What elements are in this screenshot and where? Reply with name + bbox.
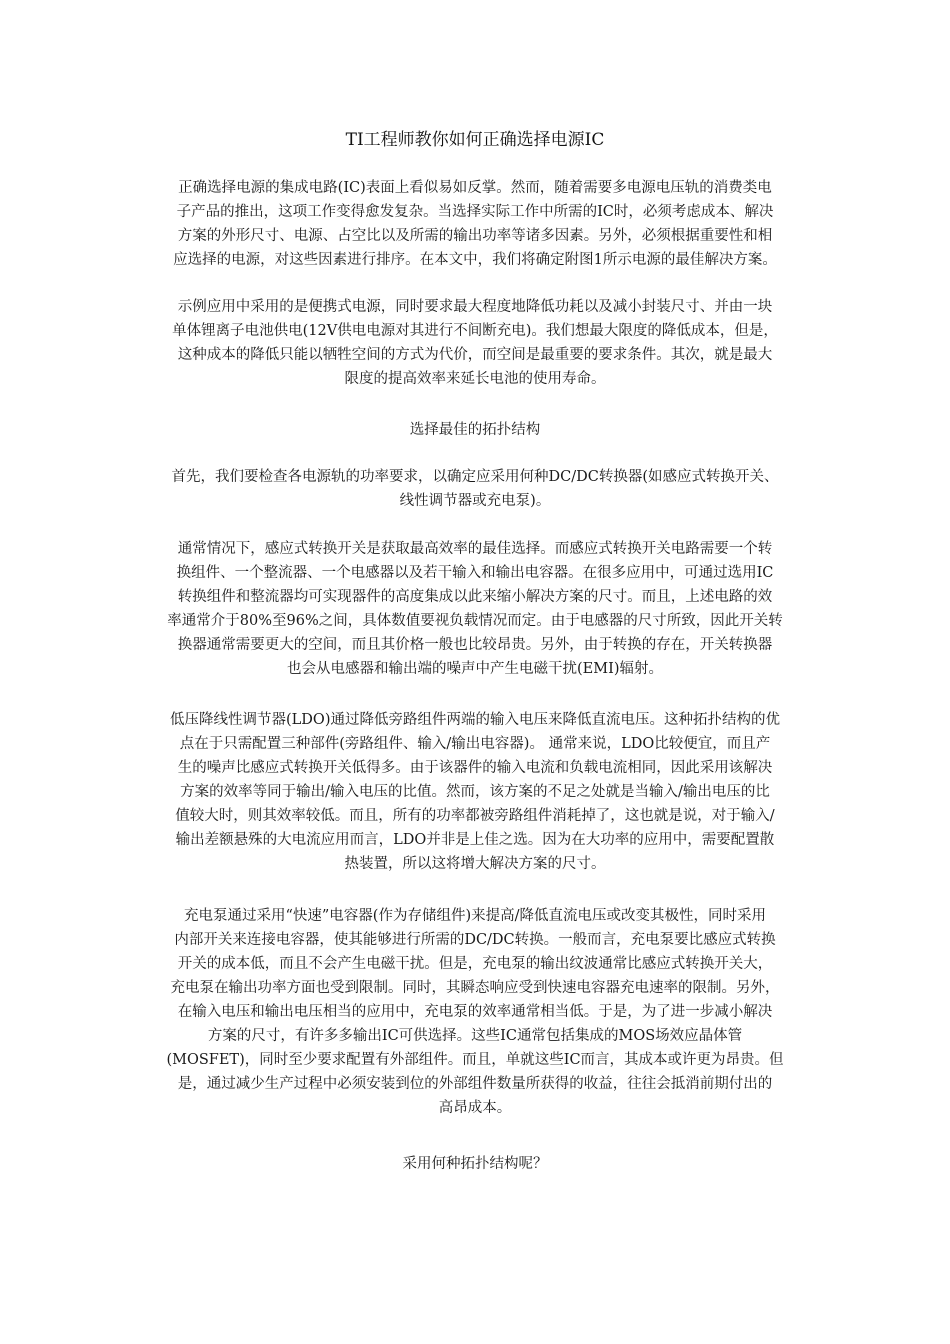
text-line: 热装置，所以这将增大解决方案的尺寸。	[344, 856, 606, 872]
text-line: 高昂成本。	[438, 1100, 512, 1116]
text-line: 率通常介于80%至96%之间，具体数值要视负载情况而定。由于电感器的尺寸所致，因此开关转	[167, 613, 783, 629]
paragraph-example-application	[142, 295, 808, 391]
text-line: 方案的外形尺寸、电源、占空比以及所需的输出功率等诸多因素。另外，必须根据重要性和相	[177, 228, 773, 244]
paragraph-charge-pump	[142, 904, 808, 1120]
paragraph-power-requirements	[142, 465, 808, 513]
text-line: 值较大时，则其效率较低。而且，所有的功率都被旁路组件消耗掉了，这也就是说，对于输入/	[175, 808, 775, 824]
text-line: 单体锂离子电池供电(12V供电电源对其进行不间断充电)。我们想最大限度的降低成本，但是，	[172, 323, 778, 339]
text-line: 首先，我们要检查各电源轨的功率要求，以确定应采用何种DC/DC转换器(如感应式转换开关、	[171, 469, 779, 485]
text-line: 充电泵在输出功率方面也受到限制。同时，其瞬态响应受到快速电容器充电速率的限制。另外，	[170, 980, 780, 996]
document-title: TI工程师教你如何正确选择电源IC	[345, 130, 605, 150]
text-line: 生的噪声比感应式转换开关低得多。由于该器件的输入电流和负载电流相同，因此采用该解决	[177, 760, 773, 776]
section-heading-topology: 选择最佳的拓扑结构	[409, 422, 541, 438]
text-line: 示例应用中采用的是便携式电源，同时要求最大程度地降低功耗以及减小封装尺寸、并由一块	[177, 299, 773, 315]
text-line: 点在于只需配置三种部件(旁路组件、输入/输出电容器)。 通常来说，LDO比较便宜，而且产	[179, 736, 771, 752]
text-line: 换组件、一个整流器、一个电感器以及若干输入和输出电容器。在很多应用中，可通过选用IC	[176, 565, 774, 581]
text-line: 换器通常需要更大的空间，而且其价格一般也比较昂贵。另外，由于转换的存在，开关转换器	[177, 637, 773, 653]
text-line: 转换组件和整流器均可实现器件的高度集成以此来缩小解决方案的尺寸。而且，上述电路的效	[177, 589, 773, 605]
text-line: 正确选择电源的集成电路(IC)表面上看似易如反掌。然而，随着需要多电源电压轨的消费类电	[178, 180, 772, 196]
text-line: 充电泵通过采用“快速”电容器(作为存储组件)来提高/降低直流电压或改变其极性，同时采用	[183, 908, 767, 924]
text-line: 方案的尺寸，有许多多输出IC可供选择。这些IC通常包括集成的MOS场效应晶体管	[207, 1028, 743, 1044]
text-line: 线性调节器或充电泵)。	[399, 493, 551, 509]
text-line: 这种成本的降低只能以牺牲空间的方式为代价，而空间是最重要的要求条件。其次，就是最大	[177, 347, 773, 363]
paragraph-ldo	[142, 708, 808, 876]
text-line: 开关的成本低，而且不会产生电磁干扰。但是，充电泵的输出纹波通常比感应式转换开关大，	[177, 956, 773, 972]
text-line: 低压降线性调节器(LDO)通过降低旁路组件两端的输入电压来降低直流电压。这种拓扑结构的优	[170, 712, 780, 728]
text-line: 应选择的电源，对这些因素进行排序。在本文中，我们将确定附图1所示电源的最佳解决方案。	[173, 252, 777, 268]
text-line: (MOSFET)，同时至少要求配置有外部组件。而且，单就这些IC而言，其成本或许更为昂贵。但	[166, 1052, 784, 1068]
text-line: 限度的提高效率来延长电池的使用寿命。	[344, 371, 606, 387]
text-line: 也会从电感器和输出端的噪声中产生电磁干扰(EMI)辐射。	[287, 661, 663, 677]
text-line: 方案的效率等同于输出/输入电压的比值。然而，该方案的不足之处就是当输入/输出电压的比	[180, 784, 770, 800]
paragraph-intro	[142, 176, 808, 272]
text-line: 通常情况下，感应式转换开关是获取最高效率的最佳选择。而感应式转换开关电路需要一个转	[177, 541, 773, 557]
text-line: 是，通过减少生产过程中必须安装到位的外部组件数量所获得的收益，往往会抵消前期付出的	[177, 1076, 773, 1092]
section-heading-which-topology: 采用何种拓扑结构呢？	[402, 1156, 548, 1172]
text-line: 在输入电压和输出电压相当的应用中，充电泵的效率通常相当低。于是，为了进一步减小解决	[177, 1004, 773, 1020]
text-line: 子产品的推出，这项工作变得愈发复杂。当选择实际工作中所需的IC时，必须考虑成本、解决	[176, 204, 774, 220]
text-line: 内部开关来连接电容器，使其能够进行所需的DC/DC转换。一般而言，充电泵要比感应式转换	[174, 932, 776, 948]
text-line: 输出差额悬殊的大电流应用而言，LDO并非是上佳之选。因为在大功率的应用中，需要配置散	[175, 832, 775, 848]
paragraph-inductive-switcher	[142, 537, 808, 681]
